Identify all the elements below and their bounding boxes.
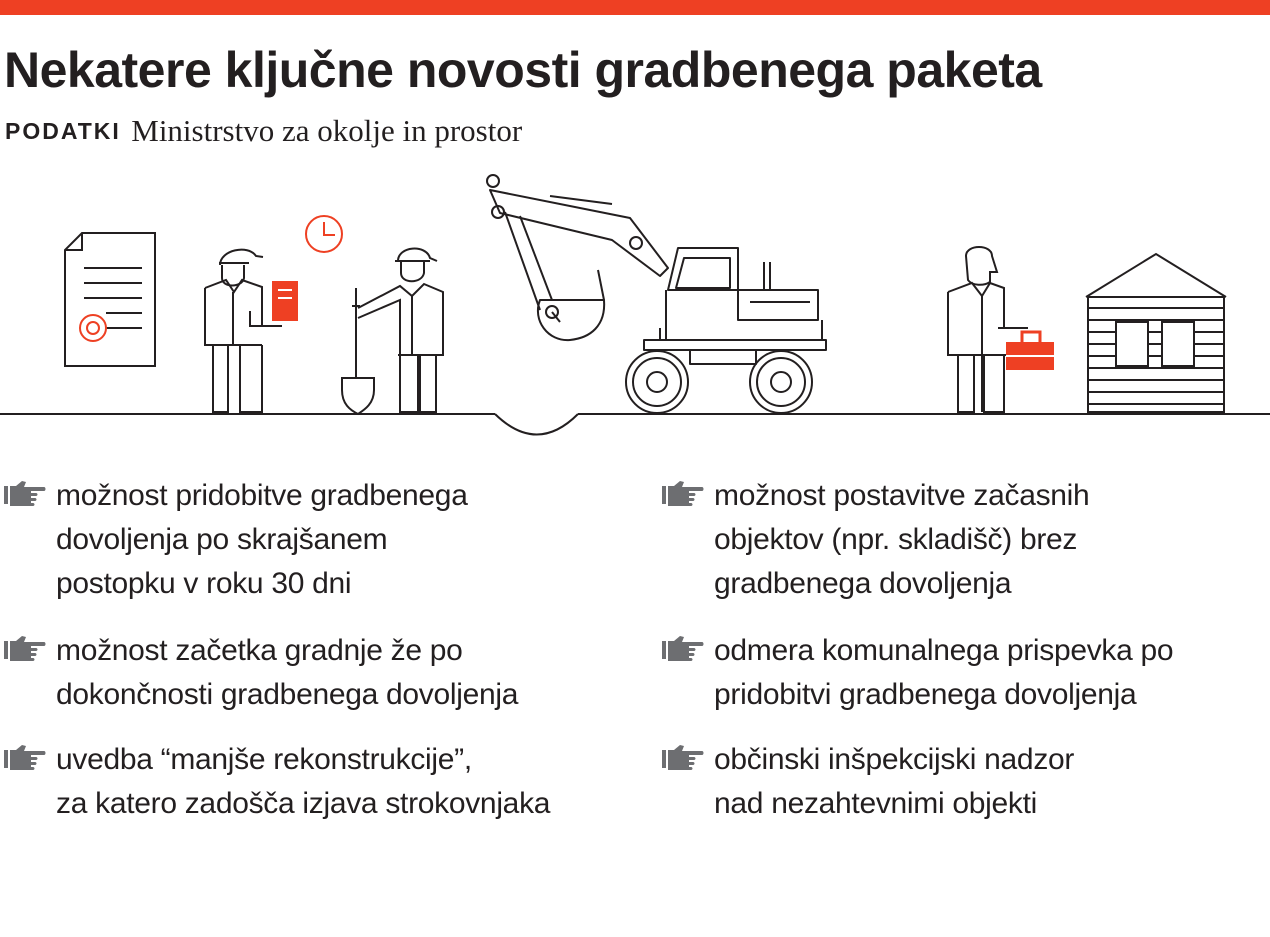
bullet-line: možnost začetka gradnje že po	[56, 634, 463, 667]
bullet-line: za katero zadošča izjava strokovnjaka	[56, 787, 551, 820]
bullet-text	[714, 738, 1270, 826]
red-book-icon	[272, 281, 298, 321]
bullet-line: nad nezahtevnimi objekti	[714, 787, 1038, 820]
house-icon	[1086, 254, 1226, 412]
bullet-line: uvedba “manjše rekonstrukcije”,	[56, 743, 472, 776]
worker-with-book-icon	[205, 250, 282, 412]
pointing-hand-icon	[4, 480, 46, 506]
pointing-hand-icon	[4, 744, 46, 770]
bullet-text	[714, 474, 1270, 606]
source-line	[5, 112, 522, 156]
briefcase-icon	[1006, 332, 1054, 370]
excavator-icon	[487, 175, 826, 413]
worker-with-shovel-icon	[358, 249, 443, 412]
bullet-line: možnost postavitve začasnih	[714, 479, 1090, 512]
bullet-text	[56, 738, 616, 826]
document-icon	[65, 233, 155, 366]
pointing-hand-icon	[662, 635, 704, 661]
pointing-hand-icon	[4, 635, 46, 661]
businessman-icon	[948, 247, 1028, 412]
bullet-text	[714, 629, 1270, 717]
source-name: Ministrstvo za okolje in prostor	[131, 113, 523, 148]
page-title: Nekatere ključne novosti gradbenega paketa	[4, 42, 1042, 98]
bullet-line: gradbenega dovoljenja	[714, 567, 1012, 600]
bullet-line: pridobitvi gradbenega dovoljenja	[714, 678, 1137, 711]
bullet-line: postopku v roku 30 dni	[56, 567, 352, 600]
bullet-line: dokončnosti gradbenega dovoljenja	[56, 678, 519, 711]
bullet-text	[56, 629, 616, 717]
bullet-line: objektov (npr. skladišč) brez	[714, 523, 1078, 556]
bullet-text	[56, 474, 616, 606]
source-label: PODATKI	[5, 118, 121, 144]
pointing-hand-icon	[662, 480, 704, 506]
bullet-line: občinski inšpekcijski nadzor	[714, 743, 1075, 776]
construction-illustration	[0, 168, 1270, 440]
bullet-line: odmera komunalnega prispevka po	[714, 634, 1174, 667]
pointing-hand-icon	[662, 744, 704, 770]
clock-icon	[306, 216, 342, 252]
ground-line-icon	[0, 414, 1270, 435]
top-accent-bar	[0, 0, 1270, 15]
bullet-line: dovoljenja po skrajšanem	[56, 523, 388, 556]
bullet-line: možnost pridobitve gradbenega	[56, 479, 468, 512]
